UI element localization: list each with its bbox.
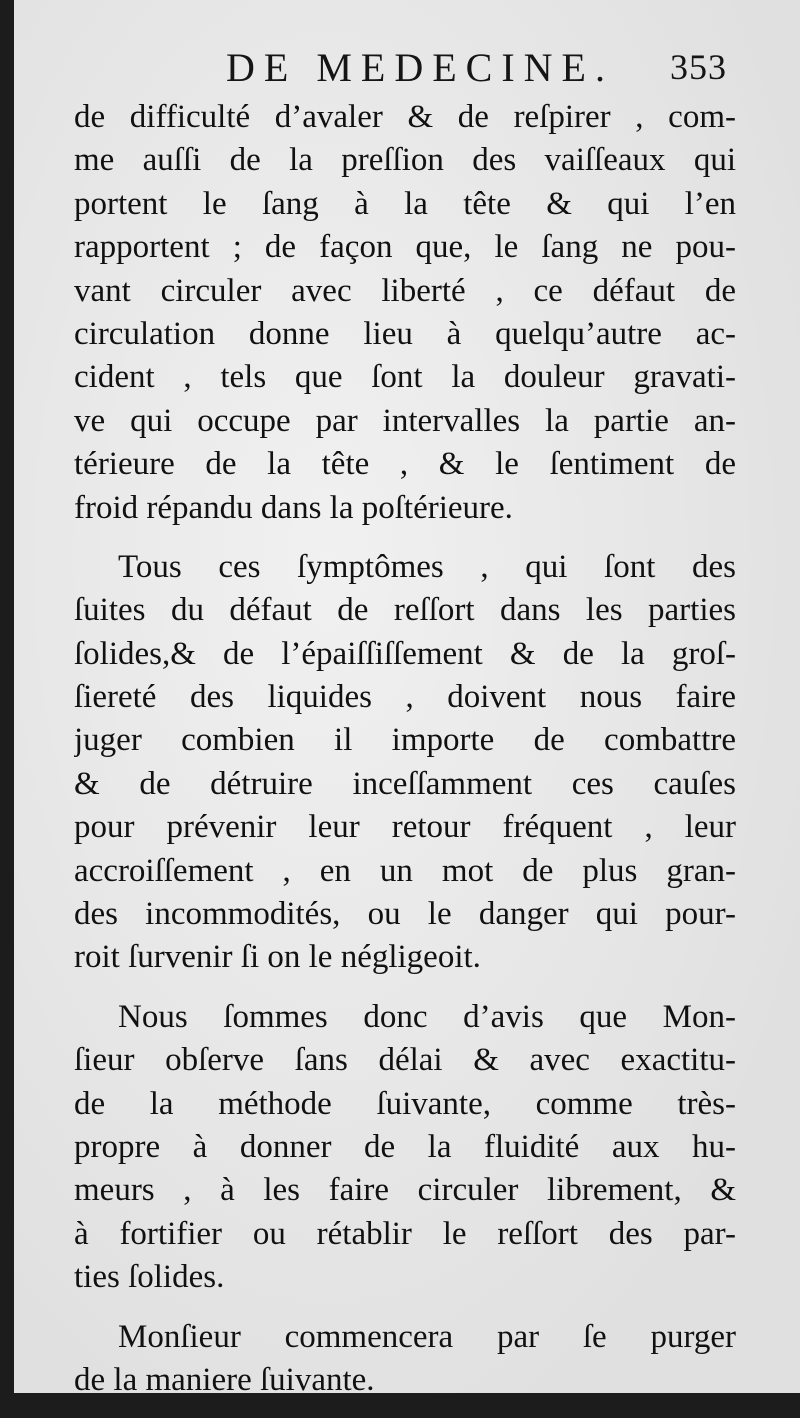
text-line: ve qui occupe par intervalles la partie an- xyxy=(74,402,736,439)
paragraph xyxy=(74,546,736,980)
text-line: pour prévenir leur retour fréquent , leur xyxy=(74,809,736,846)
text-line: circulation donne lieu à quelqu’autre ac- xyxy=(74,315,736,352)
text-line: rapportent ; de façon que, le ſang ne pou- xyxy=(74,229,736,266)
text-line: de la méthode ſuivante, comme très- xyxy=(74,1085,736,1122)
text-line: Nous ſommes donc d’avis que Mon- xyxy=(118,998,736,1035)
text-line: de difficulté d’avaler & de reſpirer , com- xyxy=(74,99,736,135)
book-page xyxy=(14,0,800,1398)
text-line: meurs , à les faire circuler librement, & xyxy=(74,1172,736,1209)
text-line: & de détruire inceſſamment ces cauſes xyxy=(74,765,736,802)
paragraph xyxy=(74,996,736,1300)
text-line: ſuites du défaut de reſſort dans les parties xyxy=(74,592,736,629)
running-title: DE MEDECINE. xyxy=(226,45,614,90)
text-line: propre à donner de la fluidité aux hu- xyxy=(74,1128,736,1165)
text-line: ſiereté des liquides , doivent nous faire xyxy=(74,679,736,716)
text-line: me auſſi de la preſſion des vaiſſeaux qui xyxy=(74,142,736,179)
text-line: de la maniere ſuivante. xyxy=(74,1361,375,1398)
text-line: ſolides,& de l’épaiſſiſſement & de la groſ- xyxy=(74,635,736,672)
paragraph xyxy=(74,1316,736,1403)
page-number: 353 xyxy=(670,47,727,87)
text-line: Monſieur commencera par ſe purger xyxy=(118,1318,736,1355)
text-line: Tous ces ſymptômes , qui ſont des xyxy=(118,548,736,585)
text-line: ties ſolides. xyxy=(74,1259,225,1296)
text-line: des incommodités, ou le danger qui pour- xyxy=(74,896,736,933)
text-line: cident , tels que ſont la douleur gravati- xyxy=(74,359,736,396)
paragraph xyxy=(74,96,736,530)
text-line: vant circuler avec liberté , ce défaut de xyxy=(74,272,736,309)
text-line: juger combien il importe de combattre xyxy=(74,722,736,759)
text-line: froid répandu dans la poſtérieure. xyxy=(74,489,513,526)
body-text xyxy=(74,96,736,1418)
text-line: à fortifier ou rétablir le reſſort des par- xyxy=(74,1215,736,1252)
text-line: accroiſſement , en un mot de plus gran- xyxy=(74,852,736,889)
text-line: ſieur obſerve ſans délai & avec exactitu- xyxy=(74,1042,736,1079)
text-line: roit ſurvenir ſi on le négligeoit. xyxy=(74,939,481,976)
text-line: térieure de la tête , & le ſentiment de xyxy=(74,446,736,483)
page-header xyxy=(14,44,800,100)
text-line: portent le ſang à la tête & qui l’en xyxy=(74,185,736,222)
